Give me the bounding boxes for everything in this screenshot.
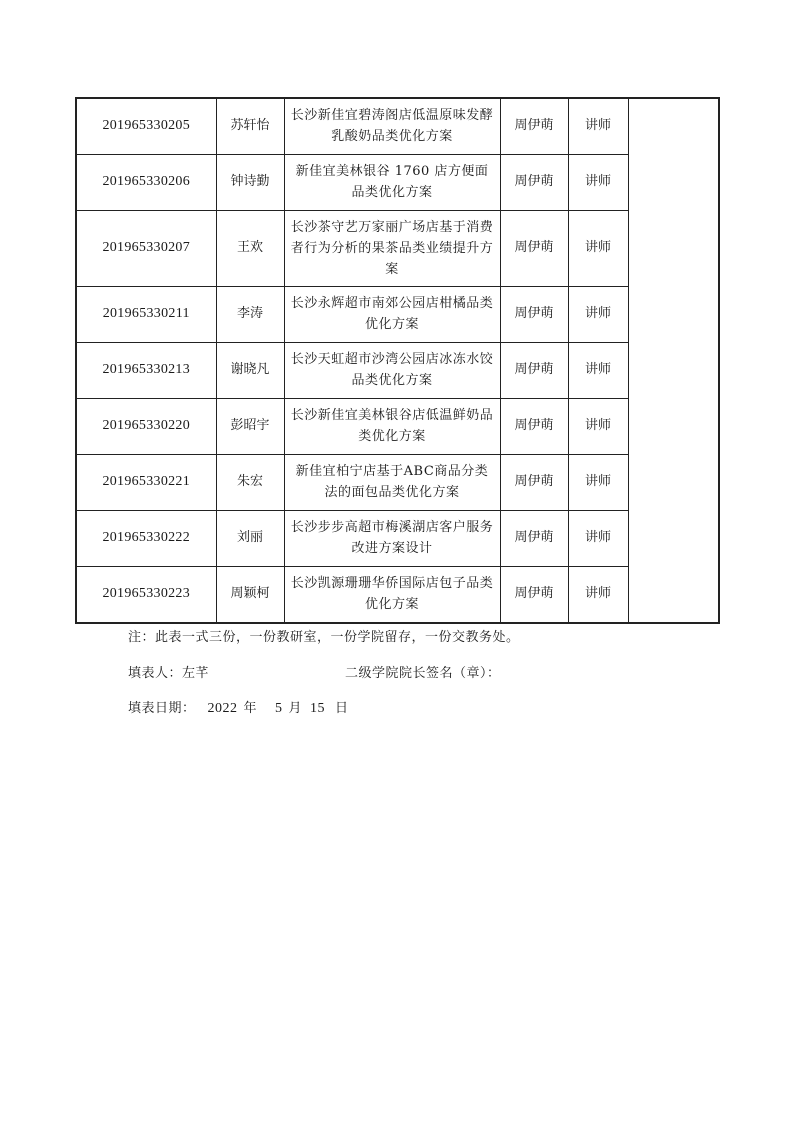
student-name-cell: 朱宏 — [216, 454, 284, 510]
student-id-cell: 201965330222 — [76, 510, 216, 566]
advisor-name-cell: 周伊萌 — [500, 154, 568, 210]
advisor-name-cell: 周伊萌 — [500, 342, 568, 398]
advisor-rank-cell: 讲师 — [568, 342, 628, 398]
form-filler: 填表人：左芊 — [128, 666, 210, 681]
table-row — [76, 210, 719, 286]
student-name-cell: 苏轩怡 — [216, 98, 284, 154]
table-row — [76, 154, 719, 210]
topic-title-cell: 长沙新佳宜美林银谷店低温鲜奶品类优化方案 — [284, 398, 500, 454]
student-name-cell: 彭昭宇 — [216, 398, 284, 454]
topic-title-cell: 长沙凯源珊珊华侨国际店包子品类优化方案 — [284, 566, 500, 623]
date-day-unit: 日 — [335, 701, 349, 716]
student-name-cell: 李涛 — [216, 286, 284, 342]
date-month-unit: 月 — [288, 701, 303, 716]
advisor-name-cell: 周伊萌 — [500, 286, 568, 342]
student-id-cell: 201965330223 — [76, 566, 216, 623]
table-row — [76, 342, 719, 398]
date-month: 5 — [275, 701, 283, 716]
topic-title-cell: 新佳宜美林银谷 1760 店方便面品类优化方案 — [284, 154, 500, 210]
table-row — [76, 286, 719, 342]
topic-title-cell: 长沙茶守艺万家丽广场店基于消费者行为分析的果茶品类业绩提升方案 — [284, 210, 500, 286]
student-id-cell: 201965330206 — [76, 154, 216, 210]
advisor-rank-cell: 讲师 — [568, 398, 628, 454]
advisor-name-cell: 周伊萌 — [500, 454, 568, 510]
advisor-name-cell: 周伊萌 — [500, 210, 568, 286]
advisor-name-cell: 周伊萌 — [500, 510, 568, 566]
student-name-cell: 周颖柯 — [216, 566, 284, 623]
table-row — [76, 454, 719, 510]
advisor-name-cell: 周伊萌 — [500, 98, 568, 154]
student-name-cell: 王欢 — [216, 210, 284, 286]
dean-signature-label: 二级学院院长签名（章）： — [345, 666, 501, 681]
student-name-cell: 刘丽 — [216, 510, 284, 566]
student-id-cell: 201965330205 — [76, 98, 216, 154]
advisor-name-cell: 周伊萌 — [500, 398, 568, 454]
table-row — [76, 510, 719, 566]
date-day: 15 — [310, 701, 326, 716]
advisor-rank-cell: 讲师 — [568, 98, 628, 154]
table-row — [76, 98, 719, 154]
table-row — [76, 398, 719, 454]
thesis-topic-table — [75, 97, 720, 624]
table-body — [76, 98, 719, 623]
advisor-rank-cell: 讲师 — [568, 510, 628, 566]
table-row — [76, 566, 719, 623]
date-year: 2022 — [207, 701, 238, 716]
student-id-cell: 201965330220 — [76, 398, 216, 454]
student-id-cell: 201965330207 — [76, 210, 216, 286]
student-name-cell: 钟诗勤 — [216, 154, 284, 210]
topic-title-cell: 长沙步步高超市梅溪湖店客户服务改进方案设计 — [284, 510, 500, 566]
advisor-name-cell: 周伊萌 — [500, 566, 568, 623]
student-id-cell: 201965330213 — [76, 342, 216, 398]
topic-title-cell: 长沙天虹超市沙湾公园店冰冻水饺品类优化方案 — [284, 342, 500, 398]
blank-column-cell — [628, 98, 719, 623]
advisor-rank-cell: 讲师 — [568, 210, 628, 286]
date-year-unit: 年 — [243, 701, 258, 716]
copies-note: 注：此表一式三份，一份教研室，一份学院留存，一份交教务处。 — [128, 630, 520, 645]
fill-date — [128, 697, 349, 717]
advisor-rank-cell: 讲师 — [568, 286, 628, 342]
student-id-cell: 201965330211 — [76, 286, 216, 342]
topic-title-cell: 长沙新佳宜碧涛阁店低温原味发酵乳酸奶品类优化方案 — [284, 98, 500, 154]
topic-title-cell: 新佳宜柏宁店基于ABC商品分类法的面包品类优化方案 — [284, 454, 500, 510]
advisor-rank-cell: 讲师 — [568, 566, 628, 623]
student-name-cell: 谢晓凡 — [216, 342, 284, 398]
date-label: 填表日期： — [128, 701, 196, 716]
topic-title-cell: 长沙永辉超市南郊公园店柑橘品类优化方案 — [284, 286, 500, 342]
student-id-cell: 201965330221 — [76, 454, 216, 510]
advisor-rank-cell: 讲师 — [568, 454, 628, 510]
advisor-rank-cell: 讲师 — [568, 154, 628, 210]
